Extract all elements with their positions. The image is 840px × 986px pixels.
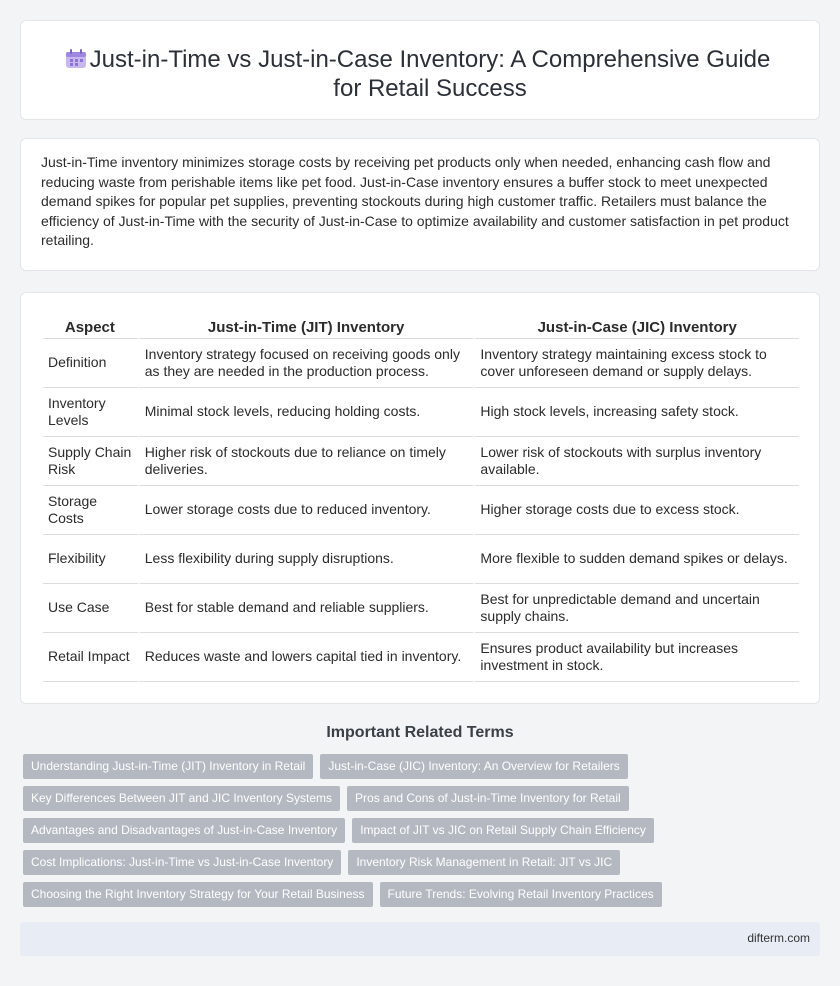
row-jit: Less flexibility during supply disruptions.: [140, 535, 476, 584]
related-terms-title: Important Related Terms: [326, 724, 514, 741]
table-row: [43, 339, 799, 388]
intro-card: [20, 138, 820, 271]
row-jit: Inventory strategy focused on receiving goods only as they are needed in the production process.: [140, 339, 476, 388]
header-jit: Just-in-Time (JIT) Inventory: [140, 313, 476, 339]
tag-row: [23, 754, 803, 779]
row-aspect: Inventory Levels: [43, 388, 140, 437]
related-term-link[interactable]: Pros and Cons of Just-in-Time Inventory for Retail: [347, 786, 629, 811]
tag-row: [23, 882, 803, 907]
table-row: [43, 388, 799, 437]
related-terms-tags: [23, 754, 803, 914]
table-row: [43, 486, 799, 535]
tag-row: [23, 818, 803, 843]
row-jic: More flexible to sudden demand spikes or delays.: [475, 535, 799, 584]
related-term-link[interactable]: Advantages and Disadvantages of Just-in-Case Inventory: [23, 818, 345, 843]
page-title: Just-in-Time vs Just-in-Case Inventory: A Comprehensive Guide for Retail Success: [89, 46, 771, 102]
intro-paragraph: Just-in-Time inventory minimizes storage costs by receiving pet products only when needed, enhancing cash flow and reducing waste from perishable items like pet food. Just-in-Case inventory ensures a buffer stock to meet unexpected demand spikes for popular pet supplies, preventing stockouts during high customer traffic. Retailers must balance the efficiency of Just-in-Time with the security of Just-in-Case to optimize availability and customer satisfaction in pet product retailing.: [41, 154, 789, 248]
row-jic: Best for unpredictable demand and uncertain supply chains.: [475, 584, 799, 633]
related-term-link[interactable]: Choosing the Right Inventory Strategy for Your Retail Business: [23, 882, 373, 907]
tag-row: [23, 850, 803, 875]
table-row: [43, 584, 799, 633]
row-aspect: Supply Chain Risk: [43, 437, 140, 486]
comparison-table: [43, 313, 799, 682]
row-aspect: Retail Impact: [43, 633, 140, 682]
row-jit: Minimal stock levels, reducing holding costs.: [140, 388, 476, 437]
related-term-link[interactable]: Just-in-Case (JIC) Inventory: An Overview for Retailers: [320, 754, 627, 779]
row-jic: High stock levels, increasing safety stock.: [475, 388, 799, 437]
row-jic: Lower risk of stockouts with surplus inventory available.: [475, 437, 799, 486]
header-aspect: Aspect: [43, 313, 140, 339]
footer-site[interactable]: difterm.com: [747, 931, 810, 945]
related-term-link[interactable]: Understanding Just-in-Time (JIT) Inventory in Retail: [23, 754, 313, 779]
footer: [20, 922, 820, 956]
table-row: [43, 633, 799, 682]
table-row: [43, 437, 799, 486]
header-jic: Just-in-Case (JIC) Inventory: [475, 313, 799, 339]
header-card: [20, 20, 820, 120]
row-jit: Best for stable demand and reliable suppliers.: [140, 584, 476, 633]
row-aspect: Use Case: [43, 584, 140, 633]
row-jit: Higher risk of stockouts due to reliance on timely deliveries.: [140, 437, 476, 486]
row-jit: Lower storage costs due to reduced inventory.: [140, 486, 476, 535]
related-terms-section: [20, 722, 820, 901]
related-term-link[interactable]: Future Trends: Evolving Retail Inventory Practices: [380, 882, 662, 907]
comparison-table-card: [20, 292, 820, 704]
row-aspect: Flexibility: [43, 535, 140, 584]
related-term-link[interactable]: Inventory Risk Management in Retail: JIT vs JIC: [348, 850, 620, 875]
related-term-link[interactable]: Cost Implications: Just-in-Time vs Just-in-Case Inventory: [23, 850, 341, 875]
row-jic: Inventory strategy maintaining excess stock to cover unforeseen demand or supply delays.: [475, 339, 799, 388]
row-jic: Higher storage costs due to excess stock.: [475, 486, 799, 535]
row-aspect: Definition: [43, 339, 140, 388]
table-header-row: [43, 313, 799, 339]
row-jic: Ensures product availability but increases investment in stock.: [475, 633, 799, 682]
related-term-link[interactable]: Impact of JIT vs JIC on Retail Supply Chain Efficiency: [352, 818, 654, 843]
row-aspect: Storage Costs: [43, 486, 140, 535]
row-jit: Reduces waste and lowers capital tied in inventory.: [140, 633, 476, 682]
table-row: [43, 535, 799, 584]
tag-row: [23, 786, 803, 811]
related-term-link[interactable]: Key Differences Between JIT and JIC Inventory Systems: [23, 786, 340, 811]
